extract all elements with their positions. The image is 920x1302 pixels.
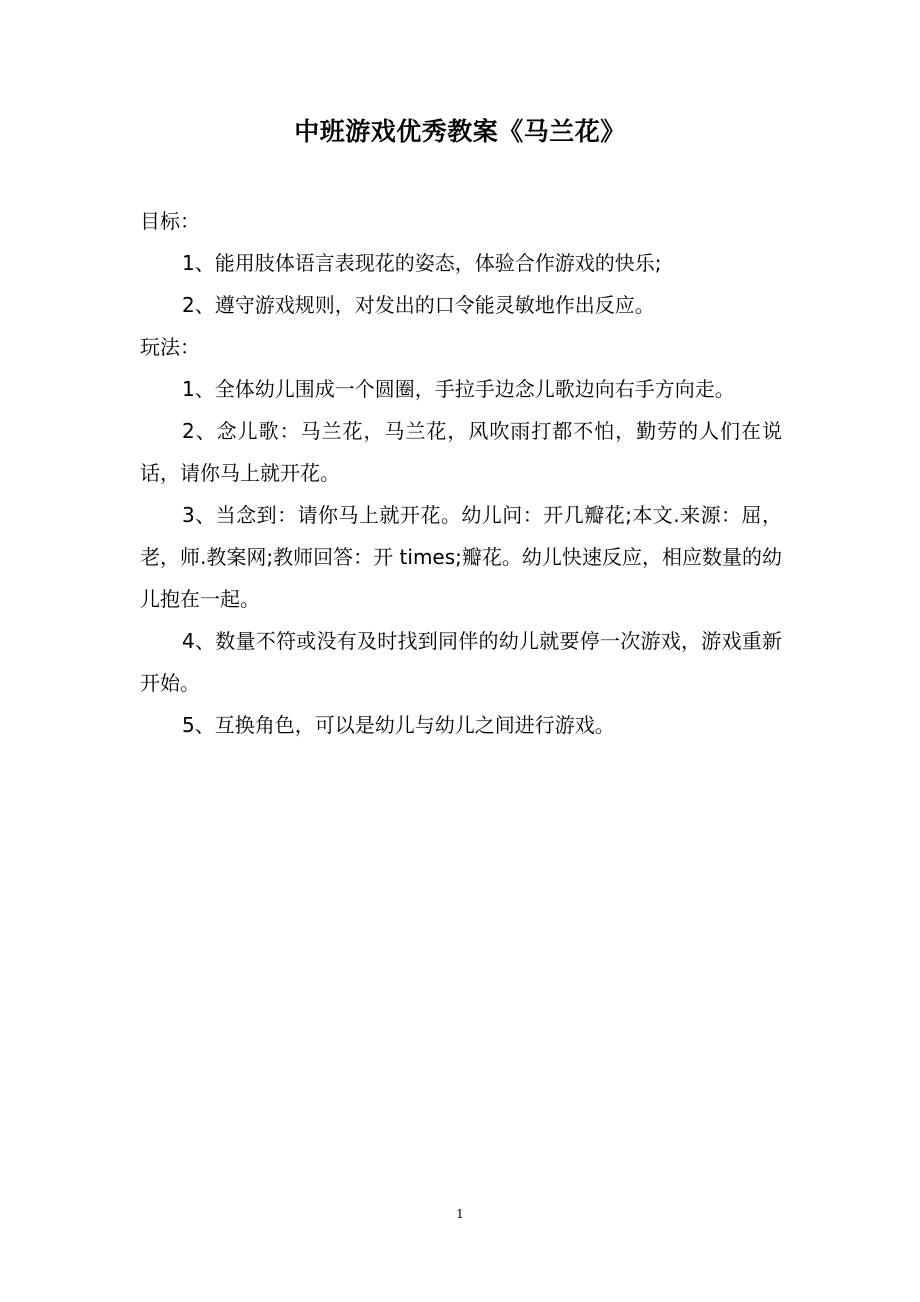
gameplay-item-5: 5、互换角色，可以是幼儿与幼儿之间进行游戏。 <box>182 713 615 737</box>
gameplay-item-3: 3、当念到：请你马上就开花。幼儿问：开几瓣花;本文.来源：屈，老，师.教案网;教师回答：开 times;瓣花。幼儿快速反应，相应数量的幼儿抱在一起。 <box>140 503 782 611</box>
section-heading-gameplay: 玩法： <box>140 335 200 359</box>
goal-item-2: 2、遵守游戏规则，对发出的口令能灵敏地作出反应。 <box>182 293 655 317</box>
document-body <box>140 200 782 746</box>
section-gameplay <box>140 326 782 746</box>
goal-item-1: 1、能用肢体语言表现花的姿态，体验合作游戏的快乐; <box>182 251 662 275</box>
gameplay-item-1: 1、全体幼儿围成一个圆圈，手拉手边念儿歌边向右手方向走。 <box>182 377 735 401</box>
gameplay-item-2: 2、念儿歌：马兰花，马兰花，风吹雨打都不怕，勤劳的人们在说话，请你马上就开花。 <box>140 419 782 485</box>
section-heading-goals: 目标： <box>140 209 200 233</box>
page-number: 1 <box>456 1207 464 1221</box>
gameplay-item-4: 4、数量不符或没有及时找到同伴的幼儿就要停一次游戏，游戏重新开始。 <box>140 629 782 695</box>
document-title: 中班游戏优秀教案《马兰花》 <box>294 117 626 146</box>
section-goals <box>140 200 782 326</box>
